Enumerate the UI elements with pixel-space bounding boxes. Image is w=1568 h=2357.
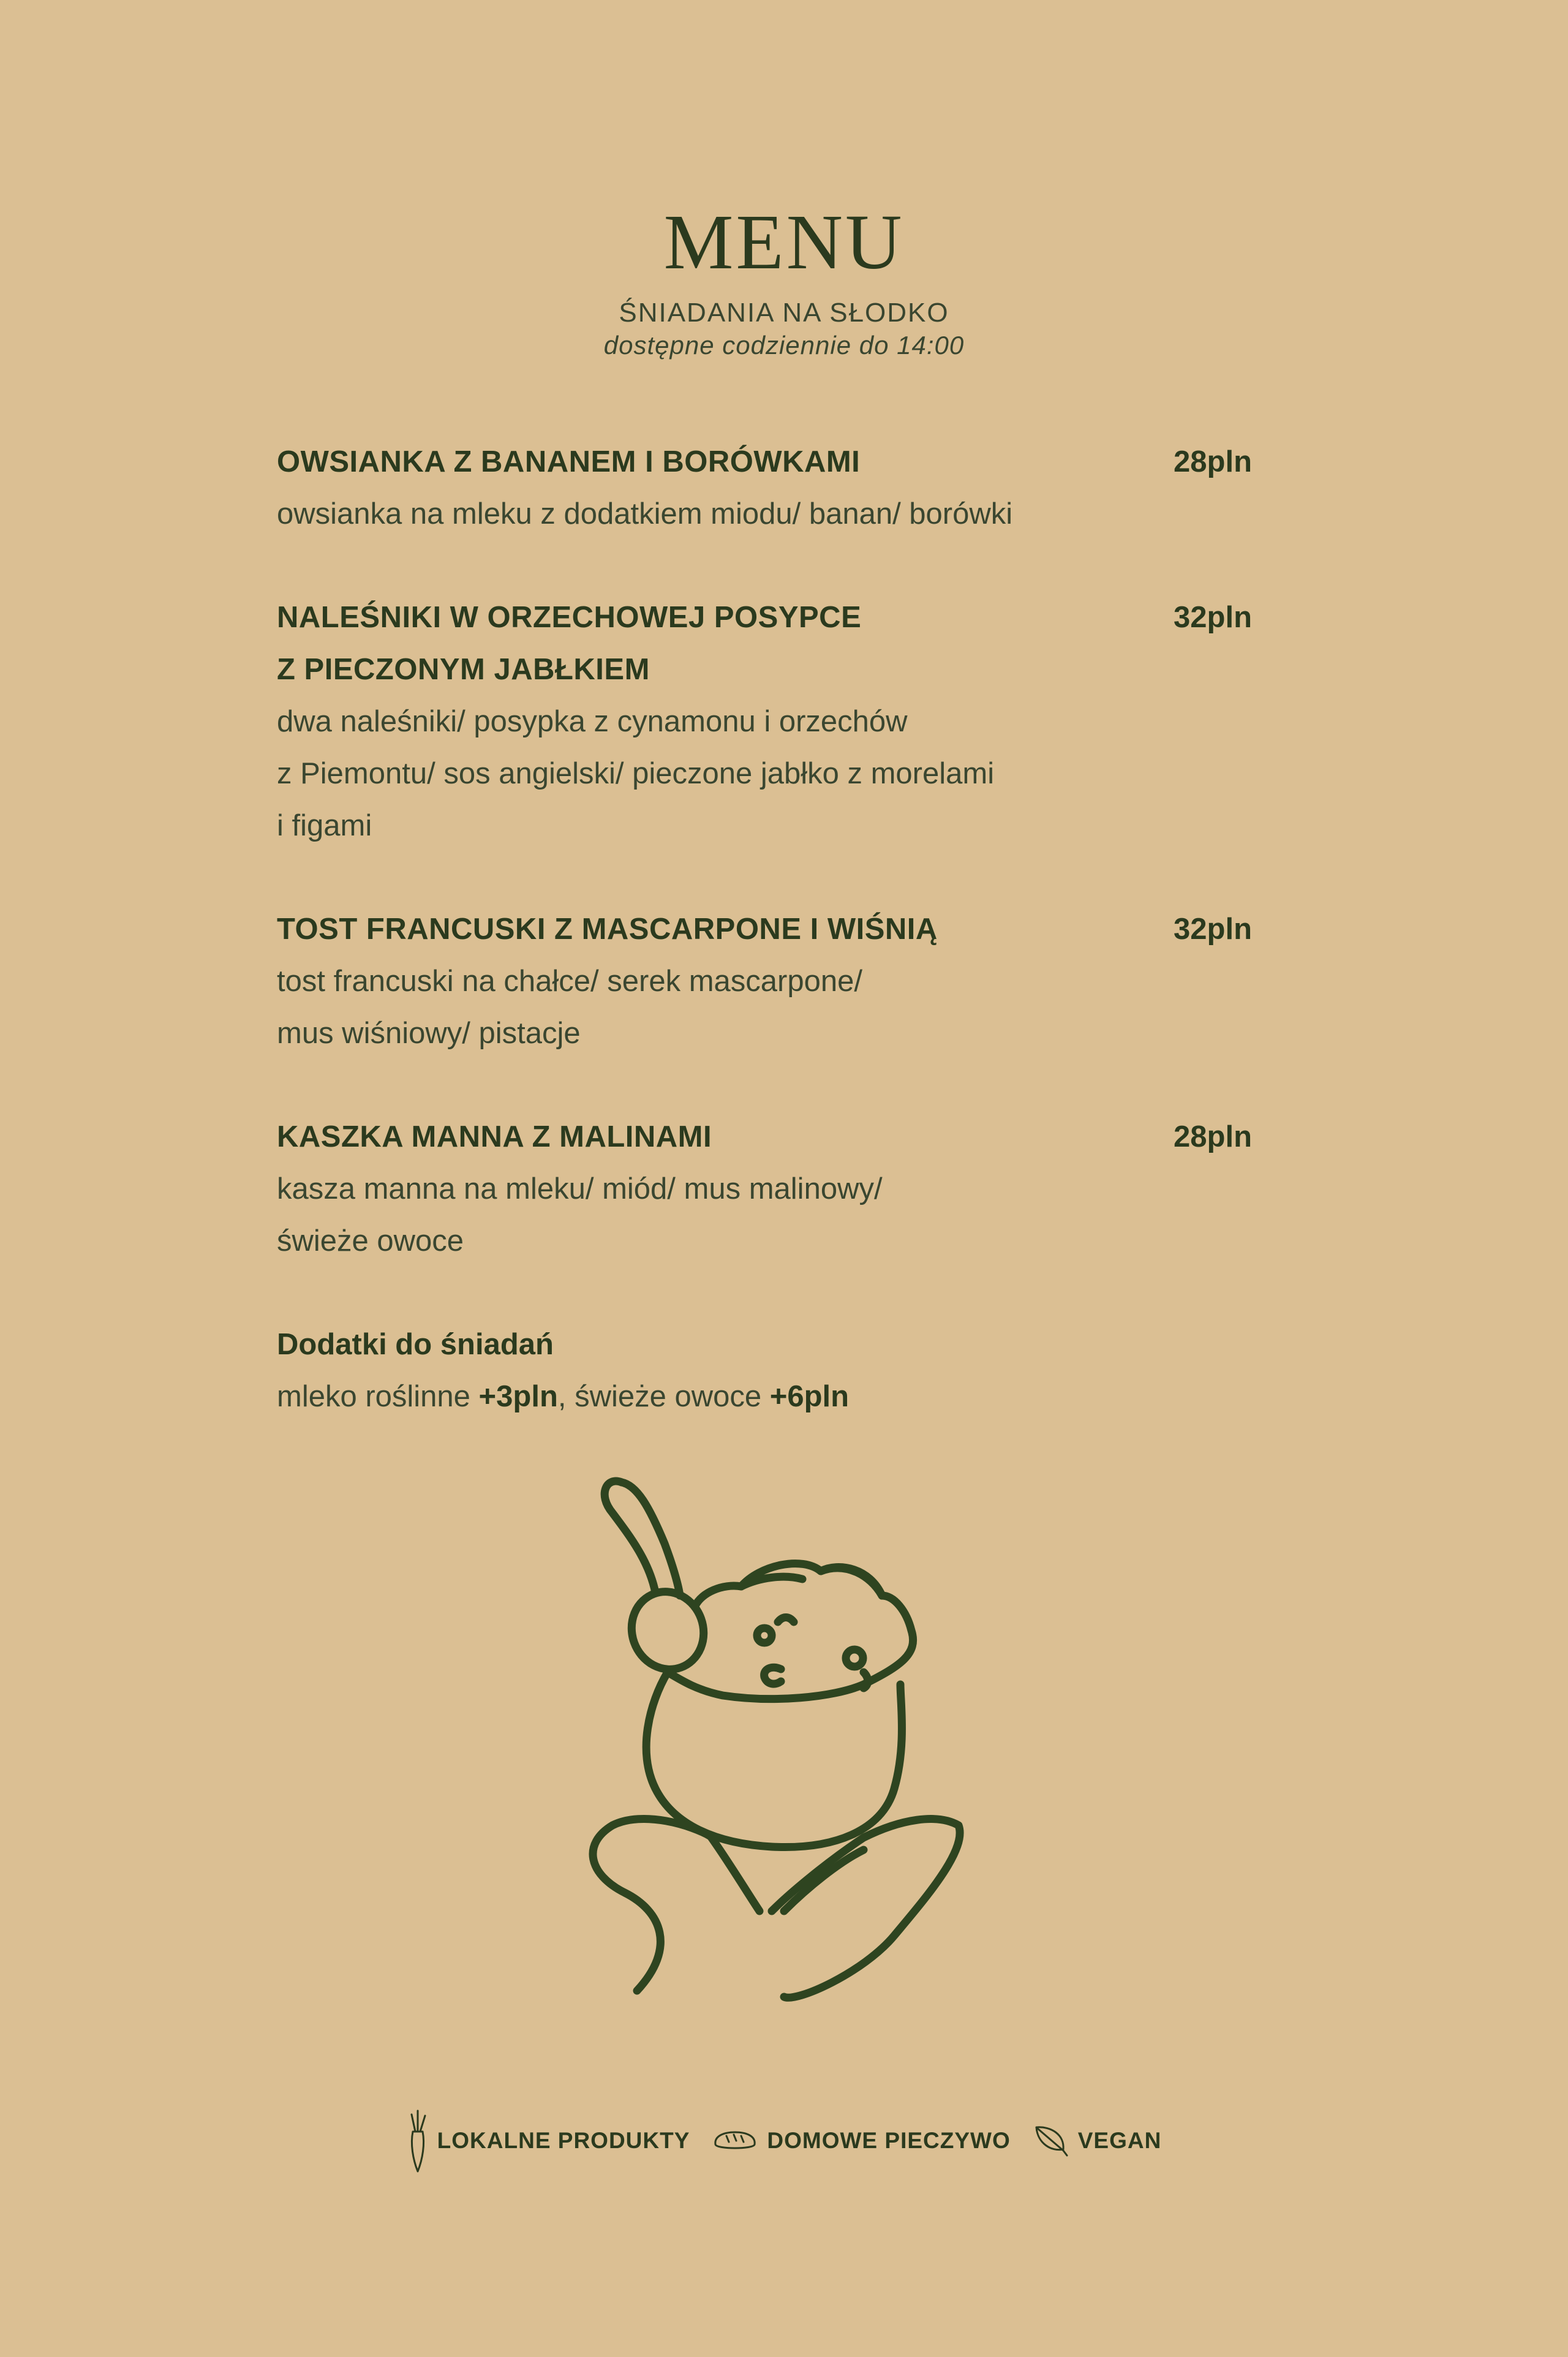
item-name: NALEŚNIKI W ORZECHOWEJ POSYPCE Z PIECZONYM JABŁKIEM: [277, 601, 862, 686]
legend-vegan-label: VEGAN: [1077, 2128, 1162, 2153]
footer-legend: [0, 2107, 1568, 2174]
legend-local-label: LOKALNE PRODUKTY: [437, 2128, 690, 2153]
leaf-icon: [1033, 2122, 1069, 2159]
legend-local-products: [407, 2107, 690, 2174]
legend-vegan: [1033, 2122, 1162, 2159]
item-description: kasza manna na mleku/ miód/ mus malinowy/ świeże owoce: [277, 1172, 883, 1258]
item-name: OWSIANKA Z BANANEM I BORÓWKAMI: [277, 445, 861, 478]
extras-title: Dodatki do śniadań: [277, 1328, 554, 1361]
carrot-icon: [407, 2107, 429, 2174]
menu-subtitle: ŚNIADANIA NA SŁODKO: [619, 298, 949, 328]
item-price: 32pln: [1174, 601, 1252, 634]
menu-item: [277, 592, 1252, 852]
extras-text-1: mleko roślinne: [277, 1380, 479, 1413]
menu-item: [277, 903, 1252, 1060]
extras-section: [277, 1319, 1252, 1423]
porridge-bowl-illustration: [576, 1470, 1005, 2021]
item-price: 28pln: [1174, 445, 1252, 478]
item-description: owsianka na mleku z dodatkiem miodu/ banan/ borówki: [277, 497, 1013, 530]
menu-title: MENU: [663, 198, 905, 285]
item-price: 28pln: [1174, 1120, 1252, 1153]
legend-bread-label: DOMOWE PIECZYWO: [767, 2128, 1011, 2153]
extras-text-2: , świeże owoce: [557, 1380, 770, 1413]
availability-note: dostępne codziennie do 14:00: [603, 331, 965, 360]
extras-price-2: +6pln: [769, 1380, 850, 1413]
extras-price-1: +3pln: [478, 1380, 558, 1413]
bread-icon: [712, 2129, 758, 2153]
item-description: dwa naleśniki/ posypka z cynamonu i orzechów z Piemontu/ sos angielski/ pieczone jabłko z morelami i figami: [277, 705, 995, 842]
item-name: KASZKA MANNA Z MALINAMI: [277, 1120, 712, 1153]
menu-items: [277, 436, 1252, 1423]
extras-line: [277, 1371, 1252, 1423]
item-name: TOST FRANCUSKI Z MASCARPONE I WIŚNIĄ: [277, 913, 938, 946]
menu-item: [277, 1111, 1252, 1267]
item-description: tost francuski na chałce/ serek mascarpone/ mus wiśniowy/ pistacje: [277, 965, 862, 1050]
item-price: 32pln: [1174, 913, 1252, 946]
legend-homemade-bread: [712, 2128, 1010, 2154]
menu-header: [0, 196, 1568, 360]
menu-item: [277, 436, 1252, 540]
